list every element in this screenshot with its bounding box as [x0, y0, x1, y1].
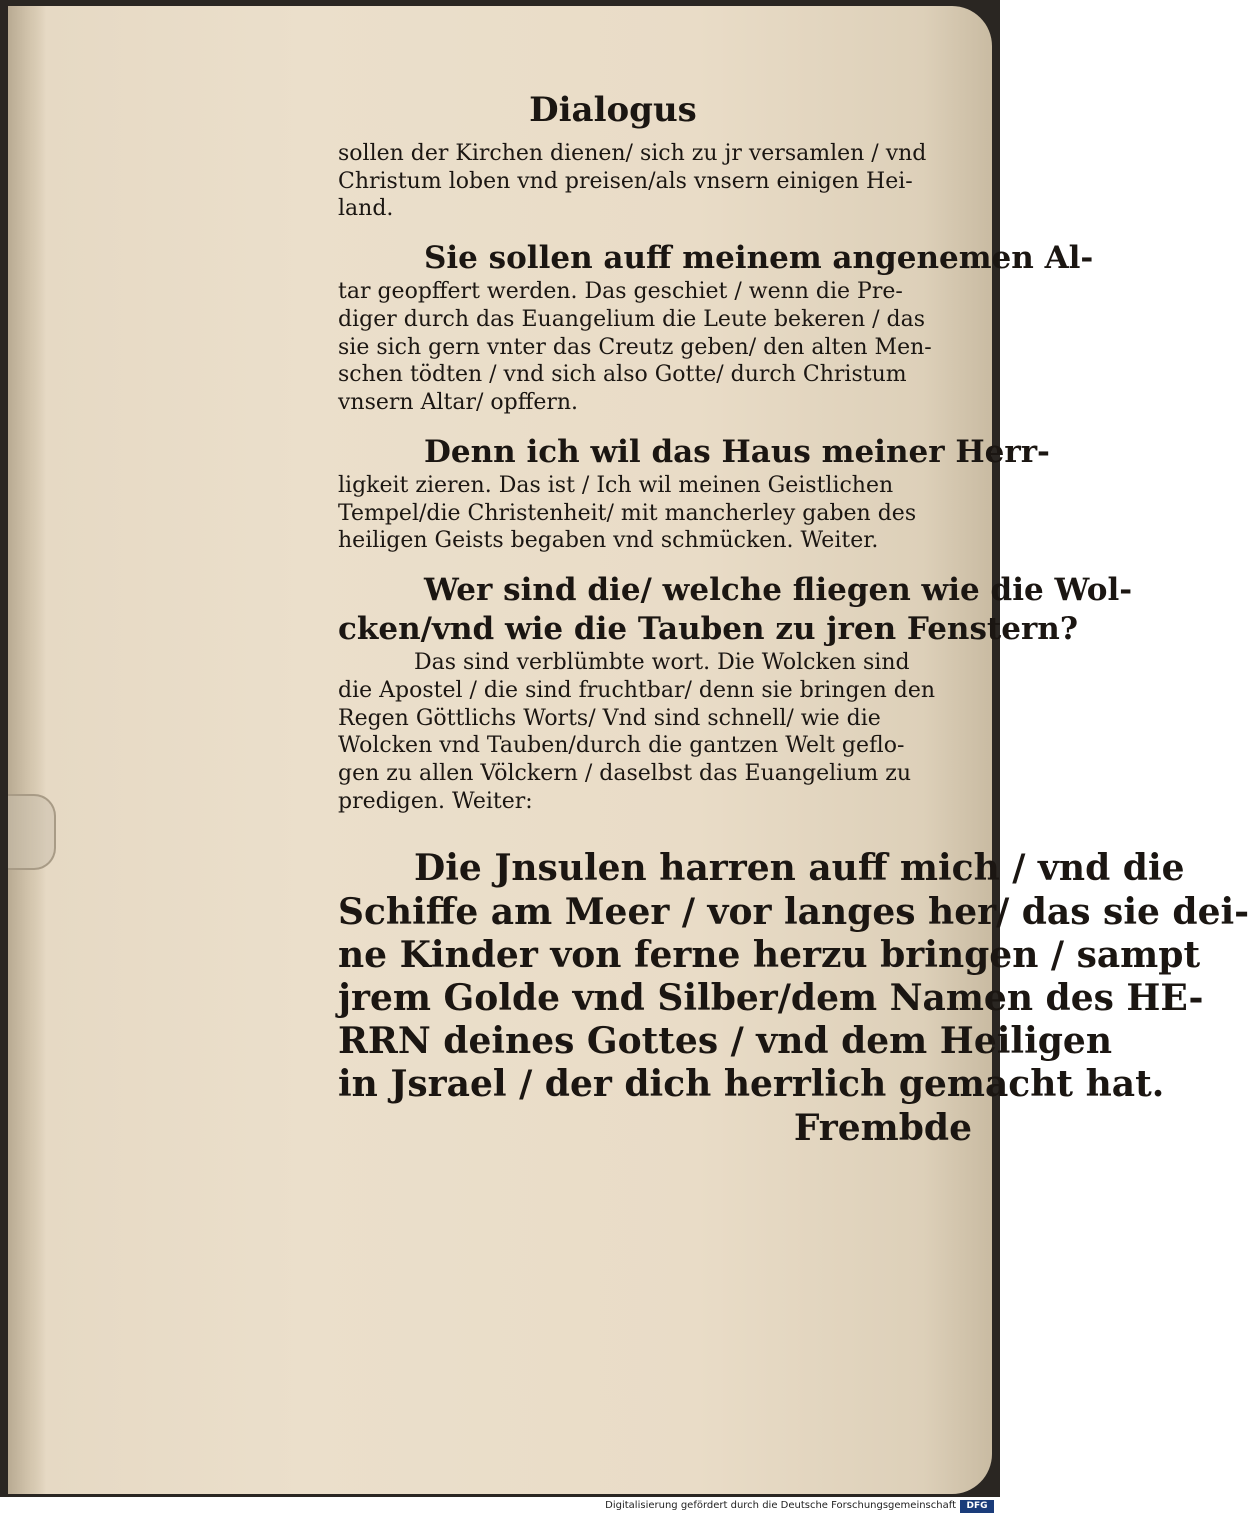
- text-line: Schiffe am Meer / vor langes her/ das sie dei-: [338, 890, 1249, 933]
- text-line: ne Kinder von ferne herzu bringen / sampt: [338, 933, 1201, 976]
- catchword: Frembde: [793, 1106, 972, 1149]
- paragraph-5: [338, 649, 978, 815]
- text-line: Das sind verblümbte wort. Die Wolcken sind: [414, 650, 910, 676]
- text-line: Wer sind die/ welche fliegen wie die Wol-: [424, 572, 1133, 608]
- footer-bar: [0, 1497, 1000, 1517]
- dfg-logo-icon: DFG: [960, 1500, 994, 1513]
- text-line: sollen der Kirchen dienen/ sich zu jr versamlen / vnd: [338, 141, 927, 166]
- page-clip: [8, 794, 56, 870]
- text-line: Regen Göttlichs Worts/ Vnd sind schnell/ wie die: [338, 705, 881, 731]
- text-line: jrem Golde vnd Silber/dem Namen des HE-: [338, 976, 1204, 1019]
- text-line: Die Jnsulen harren auff mich / vnd die: [414, 847, 1185, 890]
- text-line: in Jsrael / der dich herrlich gemacht hat.: [338, 1063, 1165, 1106]
- text-line: Wolcken vnd Tauben/durch die gantzen Welt geflo-: [338, 733, 905, 759]
- paragraph-3: [338, 433, 1050, 555]
- text-line: land.: [338, 196, 394, 222]
- text-line: Sie sollen auff meinem angenemen Al-: [424, 240, 1094, 277]
- text-line: Denn ich wil das Haus meiner Herr-: [424, 433, 1050, 470]
- page-gutter: [8, 6, 46, 1494]
- text-line: sie sich gern vnter das Creutz geben/ den alten Men-: [338, 334, 932, 360]
- page-text-block: [338, 90, 1249, 1150]
- text-line: die Apostel / die sind fruchtbar/ denn sie bringen den: [338, 677, 936, 703]
- text-line: vnsern Altar/ opffern.: [338, 390, 579, 416]
- text-line: diger durch das Euangelium die Leute bekeren / das: [338, 306, 926, 332]
- text-line: gen zu allen Völckern / daselbst das Euangelium zu: [338, 760, 911, 786]
- text-line: cken/vnd wie die Tauben zu jren Fenstern?: [338, 611, 1079, 648]
- text-line: Tempel/die Christenheit/ mit mancherley gaben des: [338, 500, 917, 526]
- paragraph-2: [338, 239, 1094, 417]
- footer-credit: Digitalisierung gefördert durch die Deutsche Forschungsgemeinschaft: [605, 1500, 956, 1511]
- text-line: RRN deines Gottes / vnd dem Heiligen: [338, 1020, 1112, 1063]
- text-line: ligkeit zieren. Das ist / Ich wil meinen Geistlichen: [338, 472, 894, 498]
- paragraph-4: [338, 571, 1133, 649]
- book-page: [8, 6, 1249, 1494]
- text-line: heiligen Geists begaben vnd schmücken. Weiter.: [338, 528, 879, 554]
- running-head: Dialogus: [529, 90, 697, 130]
- text-line: predigen. Weiter:: [338, 788, 533, 814]
- text-line: schen tödten / vnd sich also Gotte/ durch Christum: [338, 362, 907, 388]
- paragraph-6: [338, 847, 1249, 1149]
- text-line: tar geopffert werden. Das geschiet / wenn die Pre-: [338, 279, 903, 305]
- paragraph-1: [338, 140, 978, 223]
- text-line: Christum loben vnd preisen/als vnsern einigen Hei-: [338, 168, 913, 194]
